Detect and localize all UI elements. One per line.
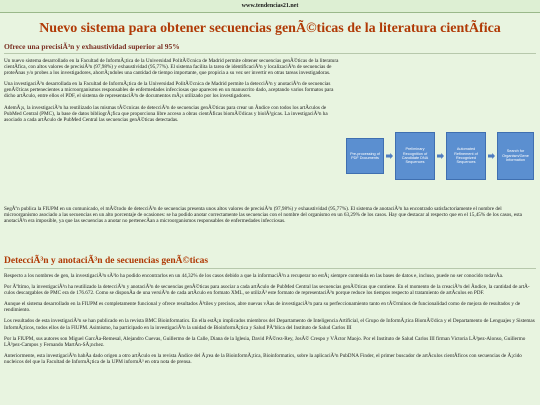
body-paragraph-1: Respecto a los nombres de gen, la investigaciÃ³n sÃ³lo ha podido encontrarlos en un 44,32% de los casos debido a que la informaciÃ³n a recuperar no estÃ¡ siempre contenida en las bases de datos e, incluso, puede no ser conocido todavÃa.: [4, 273, 504, 279]
step-box: Automated Refinement of Recognized Sequences: [446, 132, 486, 180]
arrow-icon: [386, 153, 393, 159]
step-box: Search for Organism/Gene Information: [497, 132, 534, 180]
site-url[interactable]: www.tendencias21.net: [241, 3, 299, 9]
body-paragraph-6: Anteriormente, esta investigaciÃ³n habÃa dado origen a otro artÃculo en la revista Ãndice del Ã¡rea de la BioinformÃ¡tica, Bioinformatics, sobre la aplicaciÃ³n PubDNA Finder, el primer buscador de artÃculos cientÃficos con secuencias de Ã¡cido nucleicos del que la Facultad de InformÃ¡tica de la UPM informÃ³ en otra nota de prensa.: [4, 352, 522, 365]
site-url-bar: [0, 0, 540, 13]
body-paragraph-2: Por Ãºltimo, la investigaciÃ³n ha reutilizado la detecciÃ³n y anotaciÃ³n de secuencias genÃ©ticas para asociar a cada artÃculo de PubMed Central las secuencias genÃ©ticas que contiene. En el momento de la creaciÃ³n del Ãndice, la cantidad de artÃculos descargables de PMC era de 176.672. Como se disponÃa de una versiÃ³n de cada artÃculo en formato XML, se utilizÃ³ este formato de representaciÃ³n porque reduce los tiempos respecto al tratamiento de artÃculos en PDF.: [4, 284, 530, 297]
step-box: Preliminary Recognition of Candidate DNA Sequences: [395, 132, 435, 180]
arrow-icon: [488, 153, 495, 159]
pipeline-diagram: [344, 130, 536, 182]
intro-paragraph-4: SegÃºn publica la FIUPM en un comunicado, el mÃ©todo de detecciÃ³n de secuencias presenta unos altos valores de precisiÃ³n (97,98%) y exhaustividad (95,77%). El sistema de anotaciÃ³n ha encontrado satisfactoriamente el nombre del microorganismo asociado a las secuencias en un alto porcentaje de ocasiones: se ha podido anotar correctamente las secuencias con el nombre del organismo en un 63,29% de los casos. Hay que destacar al respecto que en el 15,45% de los casos, esta anotaciÃ³n era imposible, ya que las secuencias a anotar no pertenecÃan a microorganismos responsables de enfermedades infecciosas.: [4, 206, 522, 225]
section-heading: DetecciÃ³n y anotaciÃ³n de secuencias genÃ©ticas: [4, 256, 536, 269]
detection-section: [0, 273, 540, 365]
intro-section: [0, 58, 540, 256]
intro-paragraph-3: AdemÃ¡s, la investigaciÃ³n ha reutilizado las mismas tÃ©cnicas de detecciÃ³n de secuencias genÃ©ticas para crear un Ãndice con todos los artÃculos de PubMed Central (PMC), la base de datos bibliogrÃ¡fica que proporciona libre acceso a obras cientÃficas biomÃ©dicas y biolÃ³gicas. La investigaciÃ³n ha asociado a cada artÃculo de PubMed Central las secuencias genÃ©ticas detectadas.: [4, 104, 328, 123]
article-title: Nuevo sistema para obtener secuencias genÃ©ticas de la literatura cientÃfica: [39, 21, 501, 36]
body-paragraph-4: Los resultados de esta investigaciÃ³n se han publicado en la revista BMC Bioinformatics. En ella estÃ¡n implicados miembros del Departamento de Inteligencia Artificial, el Grupo de InformÃ¡tica BiomÃ©dica y el Departamento de Lenguajes y Sistemas InformÃ¡ticos, todos ellos de la FIUPM. Asimismo, ha participado en la investigaciÃ³n la unidad de BioinformÃ¡tica y Salud PÃºblica del Instituto de Salud Carlos III: [4, 318, 535, 331]
step-box: Pre-processing of PDF Documents: [346, 138, 384, 174]
body-paragraph-3: Aunque el sistema desarrollado en la FIUPM es completamente funcional y ofrece resultados Ã³tiles y precisos, abre nuevas vÃas de investigaciÃ³n para su perfeccionamiento tanto en tÃ©rminos de funcionalidad como de mejora de resultados y de rendimiento.: [4, 301, 521, 314]
body-paragraph-5: Por la FIUPM, sus autores son Miguel GarcÃa-Remesal, Alejandro Cuevas, Guillermo de la Calle, Diana de la Iglesia, David PÃ©rez-Rey, JosÃ© Crespo y VÃctor Maojo. Por el Instituto de Salud Carlos III firman Victoria LÃ³pez-Alonso, Guillermo LÃ³pez-Campos y Fernando MartÃn-SÃ¡nchez.: [4, 335, 526, 348]
arrow-icon: [437, 153, 444, 159]
article-subtitle: Ofrece una precisiÃ³n y exhaustividad superior al 95%: [4, 42, 536, 54]
intro-paragraph-2: Una investigaciÃ³n desarrollada en la Facultad de InformÃ¡tica de la Universidad PolitÃ©cnica de Madrid permite la detecciÃ³n y anotaciÃ³n de secuencias genÃ©ticas pertenecientes a microorganismos responsables de enfermedades infecciosas que aparecen en un manuscrito dado, aceptando varios formatos para dicho artÃculo, entre ellos el PDF, el sistema de representaciÃ³n de documentos mÃ¡s utilizado por los investigadores.: [4, 81, 334, 100]
intro-paragraph-1: Un nuevo sistema desarrollado en la Facultad de InformÃ¡tica de la Universidad PolitÃ©cnica de Madrid permite obtener secuencias genÃ©ticas de la literatura cientÃfica, con altos valores de precisiÃ³n (97,98%) y exhaustividad (95,77%). El sistema facilita la tarea de identificaciÃ³n y localizaciÃ³n de secuencias de proteÃnas y/o probes a los investigadores, ahorrÃ¡ndoles una cantidad de tiempo importante, que propicia a su vez ser invertir en otras tareas investigadoras.: [4, 58, 339, 77]
